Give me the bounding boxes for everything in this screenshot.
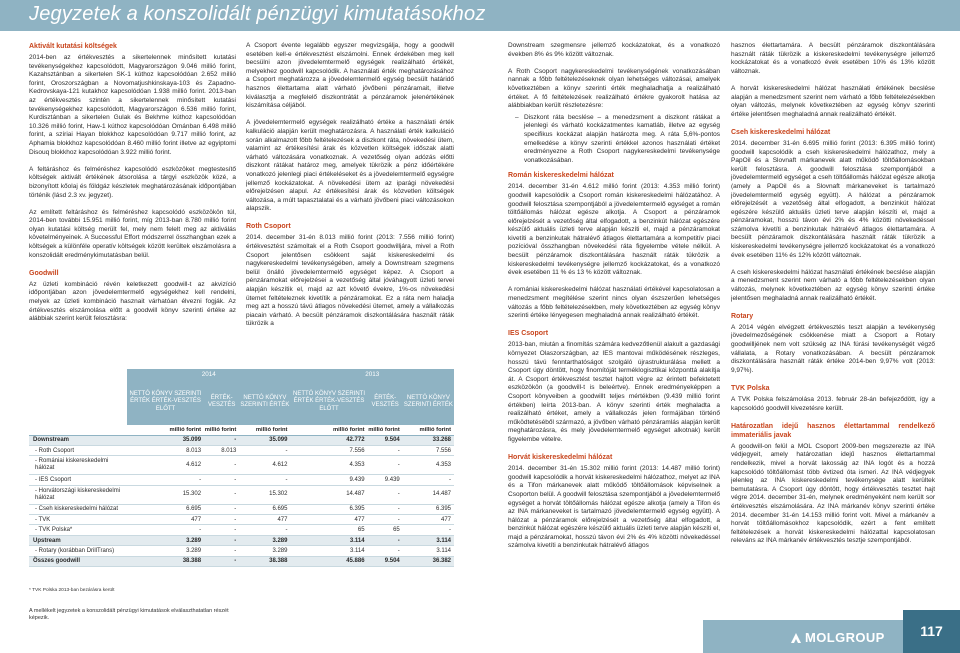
table-body xyxy=(29,435,454,567)
cell-value: - xyxy=(204,535,239,545)
paragraph: Az üzleti kombináció révén keletkezett goodwill-t az akvizíció időpontjában azon jövedelemtermelő egységekhez kell rendelni, melyek az üzleti kombináció hasznait várhatóan élvezni fogják. Az értékvesztés elszámolása előtt a goodwill könyv szerinti értéke az alábbiak szerint került felosztásra: xyxy=(29,280,236,323)
table-row xyxy=(29,535,454,545)
cell-value: 6.395 xyxy=(403,504,454,514)
row-label: - TVK Polska* xyxy=(29,525,127,535)
cell-value: - xyxy=(368,546,403,556)
cell-value: - xyxy=(204,515,239,525)
year-header-2013: 2013 xyxy=(290,369,454,379)
page-header-bar xyxy=(0,0,960,31)
row-label: - Cseh kiskereskedelmi hálózat xyxy=(29,504,127,514)
row-label: Downstream xyxy=(29,435,127,445)
cell-value: - xyxy=(204,546,239,556)
row-label: Upstream xyxy=(29,535,127,545)
cell-value: 45.886 xyxy=(290,556,367,566)
cell-value: - xyxy=(368,485,403,504)
section-heading: IES Csoport xyxy=(508,330,549,338)
cell-value: 9.504 xyxy=(368,435,403,445)
section-heading: TVK Polska xyxy=(731,384,770,392)
cell-value: - xyxy=(368,535,403,545)
unit-label: millió forint xyxy=(368,425,403,435)
paragraph: 2014. december 31-én 4.612 millió forint (2013: 4.353 millió forint) goodwill kapcsolódik a Csoport román kiskereskedelmi hálózatához. A goodwill felosztása szempontjából a jövedelemtermelő egységet a román töltőállomás hálózat egésze alkotja. A Csoport a pénzáramok előrejelzését a vezetőség által elfogadott, a benzinkút hálózat egészére készülő aktuális üzleti terve alapján készíti el, majd a pénzáramokat kivetíti a benzinkutak hátralévő átlagos élettartamára a kompetitív piaci pozícióval összhangban növekedési ráta figyelembe vétele nélkül. A becsült pénzáramok diszkontálására használt ráták tükrözik a kiskereskedelmi tevékenységre jellemző kockázatokat, és a vonatkozó évek esetében 11 % és 13 % között változnak. xyxy=(508,183,720,277)
cell-value: - xyxy=(204,525,239,535)
cell-value: 8.013 xyxy=(204,445,239,455)
table-unit-row xyxy=(29,425,454,435)
section-heading: Határozatlan idejű hasznos élettartammal rendelkező immateriális javak xyxy=(731,422,935,439)
text-column-1 xyxy=(29,42,236,362)
cell-value: 7.556 xyxy=(290,445,367,455)
cell-value: 3.114 xyxy=(290,546,367,556)
paragraph: A 2014 végén elvégzett értékvesztés teszt alapján a tevékenység jövedelmezőségének csökkenése miatt a Csoport a Rotary goodwilljének nem volt szükség az INA fúrási tevékenységét végző vállalata, a Rotary vonatkozásában. A becsült pénzáramok diszkontálására használt ráták értéke 2014-ben 9,97% volt (2013: 9,97%). xyxy=(731,323,935,374)
cell-value: 8.013 xyxy=(127,445,204,455)
paragraph: Downstream szegmensre jellemző kockázatokat, és a vonatkozó években 8% és 9% között változnak. xyxy=(508,42,720,58)
table-row xyxy=(29,515,454,525)
table-row xyxy=(29,456,454,475)
cell-value: 477 xyxy=(403,515,454,525)
paragraph: A feltáráshoz és felméréshez kapcsolódó eszközöket megtestesítő költségek aktivált értékének átsorolása a tárgyi eszközök közé, a bizonyított kőolaj és földgáz készletek meghatározásának időpontjában történik (lásd 2.3 xv. jegyzet). xyxy=(29,165,236,199)
mol-logo-icon xyxy=(791,633,801,643)
text-column-4 xyxy=(731,42,935,602)
paragraph: A horvát kiskereskedelmi hálózat használati értékének becslése alapján a menedzsment szerint nem várható a főbb feltételezésekben olyan változás, melynek következtében az egység könyv szerinti értéke jelentősen meghaladná annak realizálható értékét. xyxy=(731,84,935,118)
paragraph: Az említett feltáráshoz és felméréshez kapcsolódó eszközökön túl, 2014-ben további 15.951 millió forint, míg 2013-ban 8.780 millió forint olyan kutatási költség merült fel, mely nem felelt meg az aktiválás követelményeinek. A Successful Effort módszerrel összhangban ezek a költségek a különféle operatív költségek között kerültek elszámolásra a konszolidált eredménykimutatásban belül. xyxy=(29,208,236,259)
cell-value: 6.695 xyxy=(239,504,290,514)
cell-value: 4.353 xyxy=(290,456,367,475)
cell-value: 3.289 xyxy=(127,546,204,556)
year-header-2014: 2014 xyxy=(127,369,290,379)
unit-label: millió forint xyxy=(403,425,454,435)
cell-value: 3.114 xyxy=(403,546,454,556)
cell-value: - xyxy=(403,525,454,535)
cell-value: 65 xyxy=(290,525,367,535)
table-row xyxy=(29,556,454,566)
section-heading: Horvát kiskereskedelmi hálózat xyxy=(508,454,613,462)
cell-value: - xyxy=(204,475,239,485)
column-header: ÉRTÉK-VESZTÉS xyxy=(204,379,239,425)
cell-value: 38.388 xyxy=(239,556,290,566)
section-heading: Roth Csoport xyxy=(246,223,291,231)
section-heading: Román kiskereskedelmi hálózat xyxy=(508,172,614,180)
cell-value: - xyxy=(204,556,239,566)
cell-value: 477 xyxy=(127,515,204,525)
paragraph: 2014-ben az értékvesztés a sikertelennek minősített kutatási tevékenységekhez kapcsolódott, Magyarországon 9.046 millió forint, Kazahsztánban a sikertelen SK-1 kúthoz kapcsolódóan 2.652 millió forint, Oroszországban a Novomatjushkinskaya-103 és Zapadno-Kedrovskaya-121 kutakhoz kapcsolódóan 1.938 millió forint. 2013-ban az értékvesztés szintén a sikertelennek minősített kutatási tevékenységekhez kapcsolódott, Magyarországon 6.536 millió forint, Kurdisztánban a sikertelen Gulak és Bekhme kúthoz kapcsolódóan 10.326 millió forint, Haw-1 kúthoz kapcsolódóan Ománban 6.498 millió forint, a szíriai Hayan blokkhoz kapcsolódóan 9.717 millió forint, az Aphamia blokkhoz kapcsolódóan 8.460 millió forint illetve az egyiptomi Disouq blokkhoz kapcsolódóan 3.922 millió forint. xyxy=(29,54,236,156)
cell-value: 3.289 xyxy=(127,535,204,545)
cell-value: - xyxy=(368,456,403,475)
table-row xyxy=(29,525,454,535)
bullet-list xyxy=(508,114,720,166)
cell-value: 9.439 xyxy=(368,475,403,485)
page-number: 117 xyxy=(903,610,960,653)
row-label: - TVK xyxy=(29,515,127,525)
cell-value: 3.114 xyxy=(403,535,454,545)
row-label: - Horvátországi kiskereskedelmi hálózat xyxy=(29,485,127,504)
page-title: Jegyzetek a konszolidált pénzügyi kimutatásokhoz xyxy=(29,3,486,25)
cell-value: 35.099 xyxy=(239,435,290,445)
cell-value: - xyxy=(204,485,239,504)
row-label: - Rotary (korábban DrillTrans) xyxy=(29,546,127,556)
paragraph: A TVK Polska felszámolása 2013. február 28-án befejeződött, így a kapcsolódó goodwill kivezetésre került. xyxy=(731,395,935,412)
cell-value: 3.289 xyxy=(239,546,290,556)
cell-value: - xyxy=(204,504,239,514)
cell-value: 35.099 xyxy=(127,435,204,445)
cell-value: 477 xyxy=(239,515,290,525)
cell-value: 65 xyxy=(368,525,403,535)
cell-value: - xyxy=(239,525,290,535)
cell-value: - xyxy=(368,445,403,455)
mol-group-logo xyxy=(791,630,885,645)
cell-value: 33.268 xyxy=(403,435,454,445)
paragraph: A romániai kiskereskedelmi hálózat használati értékével kapcsolatosan a menedzsment megítélése szerint nincs olyan észszerűen lehetséges változás a főbb feltételezésekben, mely következtében az egység könyv szerinti értéke lényegesen meghaladná annak realizálható értékét. xyxy=(508,286,720,320)
row-label: - Romániai kiskereskedelmi hálózat xyxy=(29,456,127,475)
table-row xyxy=(29,485,454,504)
cell-value: - xyxy=(204,435,239,445)
table-header-row xyxy=(29,379,454,425)
column-header: NETTÓ KÖNYV SZERINTI ÉRTÉK xyxy=(403,379,454,425)
cell-value: 3.289 xyxy=(239,535,290,545)
column-header: NETTÓ KÖNYV SZERINTI ÉRTÉK ÉRTÉK-VESZTÉS ELŐTT xyxy=(290,379,367,425)
table-row xyxy=(29,546,454,556)
cell-value: 42.772 xyxy=(290,435,367,445)
cell-value: - xyxy=(239,445,290,455)
logo-text: MOLGROUP xyxy=(805,630,885,645)
text-column-2 xyxy=(246,42,454,360)
cell-value: 14.487 xyxy=(290,485,367,504)
column-header: NETTÓ KÖNYV SZERINTI ÉRTÉK xyxy=(239,379,290,425)
row-label: - Roth Csoport xyxy=(29,445,127,455)
paragraph: A Csoport évente legalább egyszer megvizsgálja, hogy a goodwill esetében kell-e értékvesztést elszámolni. Ennek érdekében meg kell becsülni azon jövedelemtermelő egységek realizálható értékét, melyekhez goodwill kapcsolódik. A használati érték meghatározásához a Csoport meghatározza a jövedelemtermelő egység becsült határidő hasznos élettartama alatt várható jövőbeni pénzáramait, illetve kiválasztja a megfelelő diszkontrátát a pénzáramok jelenértékének kiszámítása céljából. xyxy=(246,42,454,110)
unit-label: millió forint xyxy=(239,425,290,435)
cell-value: 4.612 xyxy=(239,456,290,475)
paragraph: A cseh kiskereskedelmi hálózat használati értékének becslése alapján a menedzsment szerint nem várható a főbb feltételezésekben olyan változás, melynek következtében az egység könyv szerinti értéke jelentősen meghaladná annak realizálható értékét. xyxy=(731,268,935,302)
cell-value: 38.388 xyxy=(127,556,204,566)
cell-value: 14.487 xyxy=(403,485,454,504)
cell-value: - xyxy=(127,475,204,485)
cell-value: 7.556 xyxy=(403,445,454,455)
goodwill-table-wrapper xyxy=(29,369,454,567)
section-heading: Goodwill xyxy=(29,269,59,277)
cell-value: 15.302 xyxy=(239,485,290,504)
paragraph: 2014. december 31-én 6.695 millió forint (2013: 6.395 millió forint) goodwill kapcsolódik a cseh kiskereskedelmi hálózathoz, mely a PapOil és a Slovnaft márkanevek alatt működő töltőállomásokban került felosztásra. A goodwill felosztása szempontjából a jövedelemtermelő egységet a cseh töltőállomás hálózat egésze alkotja (amely a PapOil és a Slovnaft márkaneveket is tartalmazó jövedelemtermelő egység együtt). A hálózat a pénzáramok előrejelzését a vezetőség által elfogadott, a benzinkút hálózat egészére készülő aktuális üzleti terve alapján készíti el, majd a pénzáramokat, hosszú távon évi 2% és 4% közötti növekedéssel számolva kivetíti a benzinkutak hátralévő átlagos élettartamára. A becsült pénzáramok diszkontálására használt ráták tükrözik a kiskereskedelmi tevékenységre jellemző kockázatokat és a vonatkozó évek esetében 11% és 12% között változnak. xyxy=(731,139,935,259)
cell-value: 477 xyxy=(290,515,367,525)
table-row xyxy=(29,504,454,514)
table-row xyxy=(29,435,454,445)
table-year-row xyxy=(29,369,454,379)
cell-value: - xyxy=(368,504,403,514)
cell-value: - xyxy=(239,475,290,485)
paragraph: A jövedelemtermelő egységek realizálható értéke a használati érték kalkuláció alapján került meghatározásra. A használati érték kalkuláció során alkalmazott főbb feltételezések a diszkont ráta, növekedési ütem, valamint az értékesítési árak és közvetlen költségek időszak alatti várható változására vonatkoznak. A vezetőség olyan adózás előtti diszkont rátákat határoz meg, amelyek tükrözik a pénz időértékére vonatkozó jelenlegi piaci értékeléseket és a jövedelemtermelő egységre jellemző kockázatokat. A növekedési ütem az iparági növekedési előrejelzésen alapul. Az értékesítési árak és közvetlen költségek változása, a múlt tapasztalatai és a várható jövőbeni piaci változásokon alapszik. xyxy=(246,119,454,213)
row-label: - IES Csoport xyxy=(29,475,127,485)
paragraph: A goodwill-on felül a MOL Csoport 2009-ben megszerezte az INA védjegyeit, amely határozatlan idejű hasznos élettartammal rendelkezik, mivel a horvát lakosság az INA logót és a hozzá kapcsolódó töltőállomást több évtized óta ismeri. Az INA védjegyek jelenleg az INA kiskereskedelmi tevékenysége alatt kerültek bemutatásra. A Csoport úgy döntött, hogy értékvesztés tesztet hajt végre 2014. december 31-én, melynek eredményeként nem került sor értékvesztés elszámolására. Az INA márkanév könyv szerinti értéke 2014. december 31-én 14.153 millió forint volt. Mivel a márkanév a horvát töltőállomásokhoz kapcsolódik, ezért a fent említett feltételezések a horvát kiskereskedelmi hálózattal kapcsolatosan releváns az INA márkanév értékvesztés tesztje szempontjából. xyxy=(731,442,935,545)
cell-value: - xyxy=(204,456,239,475)
cell-value: 6.395 xyxy=(290,504,367,514)
unit-label: millió forint xyxy=(127,425,204,435)
cell-value: 6.695 xyxy=(127,504,204,514)
row-label: Összes goodwill xyxy=(29,556,127,566)
section-heading: Aktivált kutatási költségek xyxy=(29,43,117,50)
bottom-note: A mellékelt jegyzetek a konszolidált pénzügyi kimutatások elválaszthatatlan részét képezik. xyxy=(29,608,229,621)
cell-value: 15.302 xyxy=(127,485,204,504)
cell-value: - xyxy=(368,515,403,525)
table-row xyxy=(29,475,454,485)
unit-label: millió forint xyxy=(290,425,367,435)
cell-value: 4.353 xyxy=(403,456,454,475)
section-heading: Cseh kiskereskedelmi hálózat xyxy=(731,128,831,136)
cell-value: - xyxy=(403,475,454,485)
list-item: – Diszkont ráta becslése – a menedzsment a diszkont rátákat a jelenlegi és várható kockázatmentes kamatláb, illetve az egység specifikus kockázat alapján határozta meg. A ráta 5,6%-pontos emelkedése a könyv szerinti értékkel azonos használati értéket eredményezne a Roth Csoport nagykereskedelmi tevékenysége vonatkozásában. xyxy=(524,114,720,166)
cell-value: 9.439 xyxy=(290,475,367,485)
cell-value: 3.114 xyxy=(290,535,367,545)
section-heading: Rotary xyxy=(731,312,754,320)
table-footnote: * TVK Polska 2013-ban bezárásra került xyxy=(29,588,115,593)
column-header: NETTÓ KÖNYV SZERINTI ÉRTÉK ÉRTÉK-VESZTÉS ELŐTT xyxy=(127,379,204,425)
column-header: ÉRTÉK-VESZTÉS xyxy=(368,379,403,425)
unit-label: millió forint xyxy=(204,425,239,435)
paragraph: 2014. december 31-én 8.013 millió forint (2013: 7.556 millió forint) értékvesztést számoltak el a Roth Csoport goodwilljára, mivel a Roth Csoport jelentősen csökkent saját kiskereskedelmi és nagykereskedelmi tevékenységében, amely a Downstream szegmens belül önálló jövedelemtermelő egységet képez. A Csoport a pénzáramokat előrejelzései a vezetőség által jóváhagyott üzleti tervei alapján készítik el, majd az azt követő évekre, 1%-os növekedési ütemet feltételeznek kivetítik a pénzáramokat. Ez a ráta nem haladja meg azt a hosszú távú átlagos növekedési ütemet, amely a vállalkozás piacain várható. A becsült pénzáramok diszkontálására használt ráták tükrözik a xyxy=(246,234,454,328)
paragraph: A Roth Csoport nagykereskedelmi tevékenységének vonatkozásában nannak a főbb feltételezéseknek olyan lehetséges változásai, amelyek következtében a könyv szerinti érték meghaladhatja a realizálható értéket. A fő feltételezések realizálható értékre gyakorolt hatása az alábbiakban került részletezésre: xyxy=(508,67,720,110)
paragraph: 2013-ban, miután a finomítás számára kedvezőtlenül alakult a gazdasági környezet Olaszországban, az IES mantovai működésének részleges, hosszú távú fenntarthatóságot szolgáló újrastrukturálása mellett a Csoport úgy döntött, hogy finomítóját terméklogisztikai központtá alakítja át. A Csoport értékvesztést tesztet hajtott végre az érintett befektetett eszközökön (a goodwill-t is beleértve). Ennek eredményeképpen a Csoport könyveiben a goodwillt teljes mértékben (9.439 millió forint értékben) leírta 2013-ban. A könyv szerinti érték meghaladta a realizálható értéket, amely a vállalkozás jelen formájában történő működtetéséből származó, a jövőben várható pénzáramlás alapján került meghatározásra, és mely jövedelemtermelő egységet alkotnak) került figyelembe vételre. xyxy=(508,341,720,443)
goodwill-table xyxy=(29,369,454,567)
cell-value: 36.382 xyxy=(403,556,454,566)
paragraph: hasznos élettartamára. A becsült pénzáramok diszkontálására használt ráták tükrözik a kiskereskedelmi tevékenységre jellemző kockázatokat és a vonatkozó évek esetében 10% és 13% között változnak. xyxy=(731,42,935,75)
cell-value: - xyxy=(127,525,204,535)
table-row xyxy=(29,445,454,455)
text-column-3 xyxy=(508,42,720,602)
paragraph: 2014. december 31-én 15.302 millió forint (2013: 14.487 millió forint) goodwill kapcsolódik a horvát kiskereskedelmi hálózathoz, melyet az INA és a Tifon márkanevek alatt működő töltőállomások képviselnek a Csoporton belül. A goodwill felosztása szempontjából a jövedelemtermelő egységet a horvát töltőállomás hálózat egésze alkotja (amely a Tifon és az INA márkaneveket is tartalmazó jövedelemtermelő egység együtt). A hálózat a pénzáramok előrejelzését a vezetőség által elfogadott, a benzinkút hálózat egészére készülő aktuális üzleti terve alapján készíti el, majd a pénzáramokat, hosszú távon évi 2% és 4% közötti növekedéssel számolva kivetíti a benzinkutak hátralévő átlagos xyxy=(508,465,720,550)
cell-value: 9.504 xyxy=(368,556,403,566)
cell-value: 4.612 xyxy=(127,456,204,475)
